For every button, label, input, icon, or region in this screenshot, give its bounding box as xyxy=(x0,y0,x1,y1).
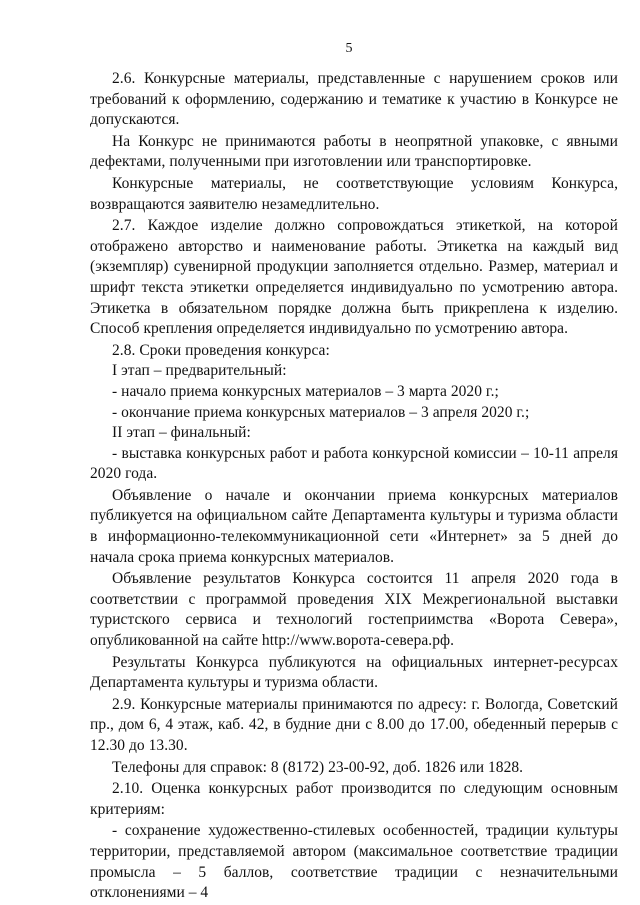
paragraph-returned-materials: Конкурсные материалы, не соответствующие условиям Конкурса, возвращаются заявителю незамедлительно. xyxy=(90,174,618,213)
paragraph-stage-2: II этап – финальный: xyxy=(112,424,251,442)
paragraph-2-7-label: 2.7. Каждое изделие должно сопровождаться этикеткой, на которой отображено авторство и наименование работы. Этикетка на каждый вид (экземпляр) сувенирной продукции заполняется отдельно. Размер, материал и шрифт текста этикетки определяется индивидуально по усмотрению автора. Этикетка в обязательном порядке должна быть прикреплена к изделию. Способ крепления определяется индивидуально по усмотрению автора. xyxy=(90,217,618,338)
page-number: 5 xyxy=(345,41,353,56)
paragraph-2-10-criteria: 2.10. Оценка конкурсных работ производится по следующим основным критериям: xyxy=(90,780,618,818)
list-item-criterion-1: - сохранение художественно-стилевых особенностей, традиции культуры территории, представляемой автором (максимальное соответствие традиции промысла – 5 баллов, соответствие традиции с незначительными отклонениями – 4 xyxy=(90,822,618,902)
paragraph-2-9-address: 2.9. Конкурсные материалы принимаются по адресу: г. Вологда, Советский пр., дом 6, 4 этаж, каб. 42, в будние дни с 8.00 до 17.00, обеденный перерыв с 12.30 до 13.30. xyxy=(90,695,618,754)
paragraph-results-published: Результаты Конкурса публикуются на официальных интернет-ресурсах Департамента культуры и туризма области. xyxy=(90,653,618,692)
list-item-end-date: - окончание приема конкурсных материалов – 3 апреля 2020 г.; xyxy=(112,403,530,421)
paragraph-results-announcement: Объявление результатов Конкурса состоится 11 апреля 2020 года в соответствии с программой проведения XIX Межрегиональной выставки туристского сервиса и технологий гостеприимства «Ворота Севера», опубликованной на сайте http://www.ворота-севера.рф. xyxy=(90,570,618,650)
paragraph-2-8-dates: 2.8. Сроки проведения конкурса: xyxy=(112,341,330,359)
paragraph-2-6: 2.6. Конкурсные материалы, представленные с нарушением сроков или требований к оформлению, содержанию и тематике к участию в Конкурсе не допускаются. xyxy=(90,70,618,129)
paragraph-phones: Телефоны для справок: 8 (8172) 23-00-92, доб. 1826 или 1828. xyxy=(112,758,524,776)
list-item-start-date: - начало приема конкурсных материалов – 3 марта 2020 г.; xyxy=(112,382,499,400)
list-item-exhibition: - выставка конкурсных работ и работа конкурсной комиссии – 10-11 апреля 2020 года. xyxy=(90,444,618,483)
paragraph-untidy-packaging: На Конкурс не принимаются работы в неопрятной упаковке, с явными дефектами, полученными при изготовлении или транспортировке. xyxy=(90,132,618,171)
paragraph-stage-1: I этап – предварительный: xyxy=(112,362,287,380)
paragraph-announcement: Объявление о начале и окончании приема конкурсных материалов публикуется на официальном сайте Департамента культуры и туризма области в информационно-телекоммуникационной сети «Интернет» за 5 дней до начала срока приема конкурсных материалов. xyxy=(90,486,618,566)
